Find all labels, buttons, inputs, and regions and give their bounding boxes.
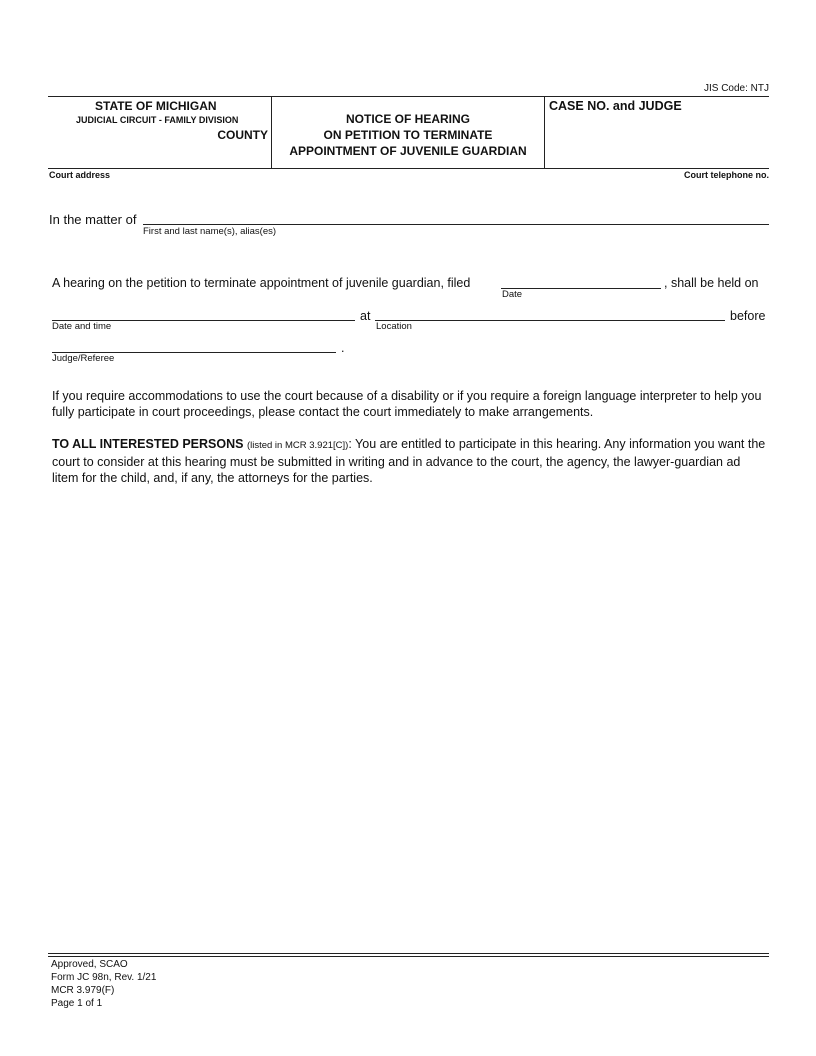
at-text: at [360, 309, 371, 323]
location-field[interactable] [375, 320, 725, 321]
held-on-text: , shall be held on [664, 276, 759, 290]
matter-label: In the matter of [49, 212, 137, 227]
form-title-line-2: ON PETITION TO TERMINATE [323, 128, 493, 142]
state-name: STATE OF MICHIGAN [95, 99, 217, 113]
judge-period: . [341, 341, 345, 355]
footer-page: Page 1 of 1 [51, 998, 103, 1009]
filed-date-caption: Date [502, 289, 523, 300]
hearing-lead-text: A hearing on the petition to terminate appointment of juvenile guardian, filed [52, 276, 471, 290]
judge-referee-caption: Judge/Referee [52, 353, 115, 364]
court-telephone-label: Court telephone no. [684, 170, 769, 180]
county-label: COUNTY [217, 128, 268, 142]
footer-block [51, 958, 156, 1010]
case-number-field[interactable]: CASE NO. and JUDGE [549, 99, 682, 113]
form-title-line-1: NOTICE OF HEARING [345, 112, 470, 126]
header-top-rule [48, 96, 769, 97]
accommodations-paragraph: If you require accommodations to use the court because of a disability or if you require a foreign language interpreter to help you fully participate in court proceedings, please contact the court immediately to make arrangements. [52, 389, 762, 419]
footer-approved: Approved, SCAO [51, 959, 128, 970]
jis-code: JIS Code: NTJ [703, 83, 769, 94]
footer-rule-top [48, 953, 769, 954]
interested-persons-paragraph [52, 436, 770, 486]
footer-mcr: MCR 3.979(F) [51, 985, 115, 996]
filed-date-field[interactable] [501, 288, 661, 289]
circuit-label: JUDICIAL CIRCUIT - FAMILY DIVISION [76, 115, 239, 125]
header-bottom-rule [48, 168, 769, 169]
interested-persons-rule: (listed in MCR 3.921[C]) [246, 440, 349, 451]
header-divider-right [544, 96, 545, 169]
date-time-caption: Date and time [52, 321, 112, 332]
footer-form-number: Form JC 98n, Rev. 1/21 [51, 972, 157, 983]
interested-persons-text: : You are entitled to participate in this hearing. Any information you want the court to consider at this hearing must be submitted in writing and in advance to the court, the agency, the lawyer-guardian ad litem for the child, and, if any, the attorneys for the parties. [52, 437, 766, 485]
location-caption: Location [376, 321, 412, 332]
interested-persons-heading: TO ALL INTERESTED PERSONS [52, 437, 244, 451]
form-title [272, 111, 544, 159]
before-text: before [730, 309, 766, 323]
court-address-label: Court address [49, 170, 111, 180]
matter-name-field[interactable] [143, 224, 769, 225]
matter-caption: First and last name(s), alias(es) [143, 226, 277, 237]
footer-rule-bottom [48, 956, 769, 957]
form-title-line-3: APPOINTMENT OF JUVENILE GUARDIAN [289, 144, 527, 158]
